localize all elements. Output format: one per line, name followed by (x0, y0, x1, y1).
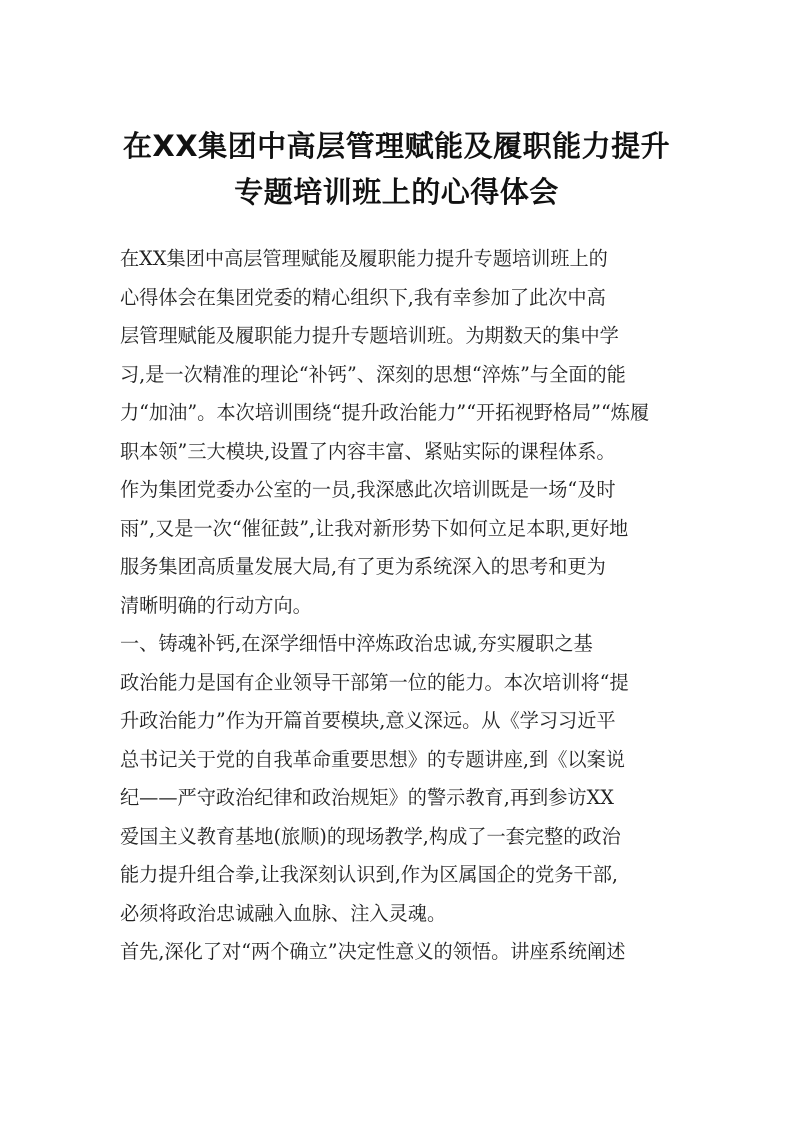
body-line: 清晰明确的行动方向。 (120, 593, 312, 617)
body-line: 在XX集团中高层管理赋能及履职能力提升专题培训班上的 (120, 247, 608, 270)
body-line: 服务集团高质量发展大局,有了更为系统深入的思考和更为 (120, 555, 606, 578)
document-body (120, 240, 676, 972)
document-title-line-1: 在XX集团中高层管理赋能及履职能力提升 (122, 129, 671, 163)
body-line: 爱国主义教育基地(旅顺)的现场教学,构成了一套完整的政治 (120, 824, 621, 848)
section-heading: 一、铸魂补钙,在深学细悟中淬炼政治忠诚,夯实履职之基 (120, 632, 593, 655)
body-line: 力“加油”。本次培训围绕“提升政治能力”“开拓视野格局”“炼履 (120, 401, 650, 424)
body-line: 作为集团党委办公室的一员,我深感此次培训既是一场“及时 (120, 478, 616, 501)
body-line: 必须将政治忠诚融入血脉、注入灵魂。 (120, 901, 447, 925)
body-line: 习,是一次精准的理论“补钙”、深刻的思想“淬炼”与全面的能 (120, 362, 626, 386)
body-line: 纪——严守政治纪律和政治规矩》的警示教育,再到参访XX (120, 786, 614, 809)
body-line: 首先,深化了对“两个确立”决定性意义的领悟。讲座系统阐述 (120, 940, 626, 963)
body-line: 总书记关于党的自我革命重要思想》的专题讲座,到《以案说 (120, 747, 625, 771)
body-line: 能力提升组合拳,让我深刻认识到,作为区属国企的党务干部, (120, 863, 618, 886)
body-line: 升政治能力”作为开篇首要模块,意义深远。从《学习习近平 (120, 709, 616, 732)
body-line: 心得体会在集团党委的精心组织下,我有幸参加了此次中高 (120, 285, 606, 309)
body-line: 层管理赋能及履职能力提升专题培训班。为期数天的集中学 (120, 324, 619, 347)
body-line: 政治能力是国有企业领导干部第一位的能力。本次培训将“提 (120, 670, 629, 694)
body-line: 职本领”三大模块,设置了内容丰富、紧贴实际的课程体系。 (120, 439, 616, 463)
document-title-line-2: 专题培训班上的心得体会 (234, 175, 559, 209)
body-line: 雨”,又是一次“催征鼓”,让我对新形势下如何立足本职,更好地 (120, 516, 629, 540)
